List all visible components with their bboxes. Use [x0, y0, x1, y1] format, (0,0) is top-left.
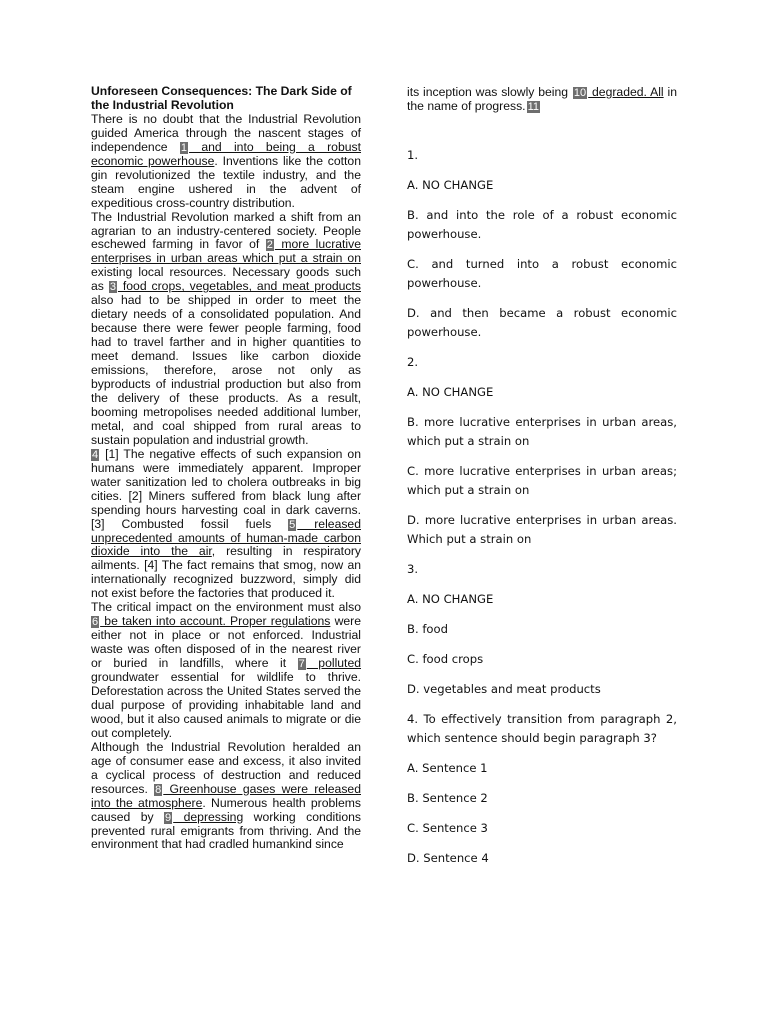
question-3-option-c: C. food crops: [407, 652, 484, 666]
question-4-option-d: D. Sentence 4: [407, 851, 489, 865]
paragraph-text: The Industrial Revolution marked a shift from an agrarian to an industry-centered society. People eschewed farming in favor of: [91, 209, 361, 252]
paragraph-text: . Numerous health problems caused by: [91, 795, 362, 824]
passage-title: Unforeseen Consequences: The Dark Side of the Industrial Revolution: [91, 84, 352, 112]
question-marker: 6: [92, 616, 99, 629]
paragraph-text: in the name of progress.: [407, 85, 677, 113]
paragraph-text: its inception was slowly being: [407, 85, 572, 99]
paragraph-text: . Inventions like the cotton gin revolutionized the textile industry, and the steam engine ushered in the advent of expeditious cross-country distribution.: [91, 153, 361, 210]
paragraph-5: [91, 741, 361, 853]
question-4-label: 4. To effectively transition from paragraph 2, which sentence should begin paragraph 3?: [407, 712, 677, 745]
question-1-option-c: C. and turned into a robust economic powerhouse.: [407, 257, 677, 290]
question-1-label: 1.: [407, 148, 419, 162]
questions-column: [407, 146, 677, 868]
paragraph-2: [91, 211, 361, 448]
underlined-phrase: food crops, vegetables, and meat products: [117, 279, 361, 294]
paragraph-3: [91, 448, 361, 601]
underlined-phrase: more lucrative enterprises in urban areas which put a strain on: [91, 237, 361, 266]
paragraph-text: working conditions prevented rural emigrants from thriving. And the environment that had cradled humankind since: [91, 809, 361, 852]
paragraph-text: The critical impact on the environment must also: [91, 600, 361, 615]
underlined-phrase: degraded. All: [588, 85, 664, 99]
question-3-option-d: D. vegetables and meat products: [407, 682, 601, 696]
question-marker: 2: [266, 239, 273, 252]
question-2-label: 2.: [407, 355, 419, 369]
paragraph-text: were either not in place or not enforced. Industrial waste was often disposed of in the nearest river or buried in landfills, where it: [91, 614, 361, 671]
question-3-label: 3.: [407, 562, 419, 576]
question-4-option-c: C. Sentence 3: [407, 821, 488, 835]
question-4-option-a: A. Sentence 1: [407, 761, 488, 775]
paragraph-text: [1] The negative effects of such expansion on humans were immediately apparent. Improper water sanitization led to cholera outbreaks in big cities. [2] Miners suffered from black lung after spending hours harvesting coal in dark caverns. [3] Combusted fossil fuels: [91, 446, 361, 531]
paragraph-text: existing local resources. Necessary goods such as: [91, 265, 361, 294]
paragraph-text: groundwater essential for wildlife to thrive. Deforestation across the United States served the dual purpose of providing inhabitable land and wood, but it also caused animals to migrate or die out completely.: [91, 670, 361, 740]
question-marker: 7: [298, 658, 305, 671]
paragraph-text: also had to be shipped in order to meet the dietary needs of a consolidated population. And because there were fewer people farming, food had to travel farther and in higher quantities to meet demand. Issues like carbon dioxide emissions, therefore, arose not only as byproducts of industrial production but also from the delivery of these products. As a result, booming metropolises needed additional lumber, metal, and coal shipped from rural areas to sustain population and industrial growth.: [91, 293, 361, 447]
paragraph-text: Although the Industrial Revolution heralded an age of consumer ease and excess, it also invited a cyclical process of destruction and reduced resources.: [91, 739, 361, 796]
question-marker: 11: [527, 101, 539, 113]
question-marker: 1: [180, 141, 188, 154]
underlined-phrase: be taken into account. Proper regulations: [100, 614, 331, 629]
question-3-option-b: B. food: [407, 622, 448, 636]
underlined-phrase: Greenhouse gases were released into the atmosphere: [91, 781, 361, 810]
question-2-option-b: B. more lucrative enterprises in urban areas, which put a strain on: [407, 415, 677, 448]
question-4-option-b: B. Sentence 2: [407, 791, 488, 805]
underlined-phrase: and into being a robust economic powerhouse: [91, 139, 362, 168]
question-marker: 5: [289, 518, 296, 531]
question-3-option-a: A. NO CHANGE: [407, 592, 494, 606]
question-marker: 10: [573, 87, 587, 99]
passage-continuation: [407, 85, 677, 113]
question-2-option-a: A. NO CHANGE: [407, 385, 494, 399]
question-1-option-b: B. and into the role of a robust economic powerhouse.: [407, 208, 677, 241]
question-1-option-a: A. NO CHANGE: [407, 178, 494, 192]
paragraph-text: There is no doubt that the Industrial Revolution guided America through the nascent stages of independence: [91, 111, 361, 154]
question-marker: 9: [165, 811, 172, 824]
question-1-option-d: D. and then became a robust economic powerhouse.: [407, 306, 677, 339]
underlined-phrase: released unprecedented amounts of human-made carbon dioxide into the air: [91, 516, 361, 559]
question-marker: 8: [155, 783, 162, 796]
question-marker: 3: [109, 281, 116, 294]
underlined-phrase: polluted: [306, 656, 361, 671]
question-marker: 4: [92, 448, 99, 461]
paragraph-1: [91, 113, 361, 211]
passage-column: [91, 85, 361, 852]
paragraph-4: [91, 601, 361, 741]
paragraph-text: , resulting in respiratory ailments. [4] The fact remains that smog, now an internationally recognized buzzword, simply did not exist before the factories that produced it.: [91, 544, 362, 601]
question-2-option-c: C. more lucrative enterprises in urban areas; which put a strain on: [407, 464, 677, 497]
underlined-phrase: depressing: [173, 809, 244, 824]
question-2-option-d: D. more lucrative enterprises in urban areas. Which put a strain on: [407, 513, 677, 546]
